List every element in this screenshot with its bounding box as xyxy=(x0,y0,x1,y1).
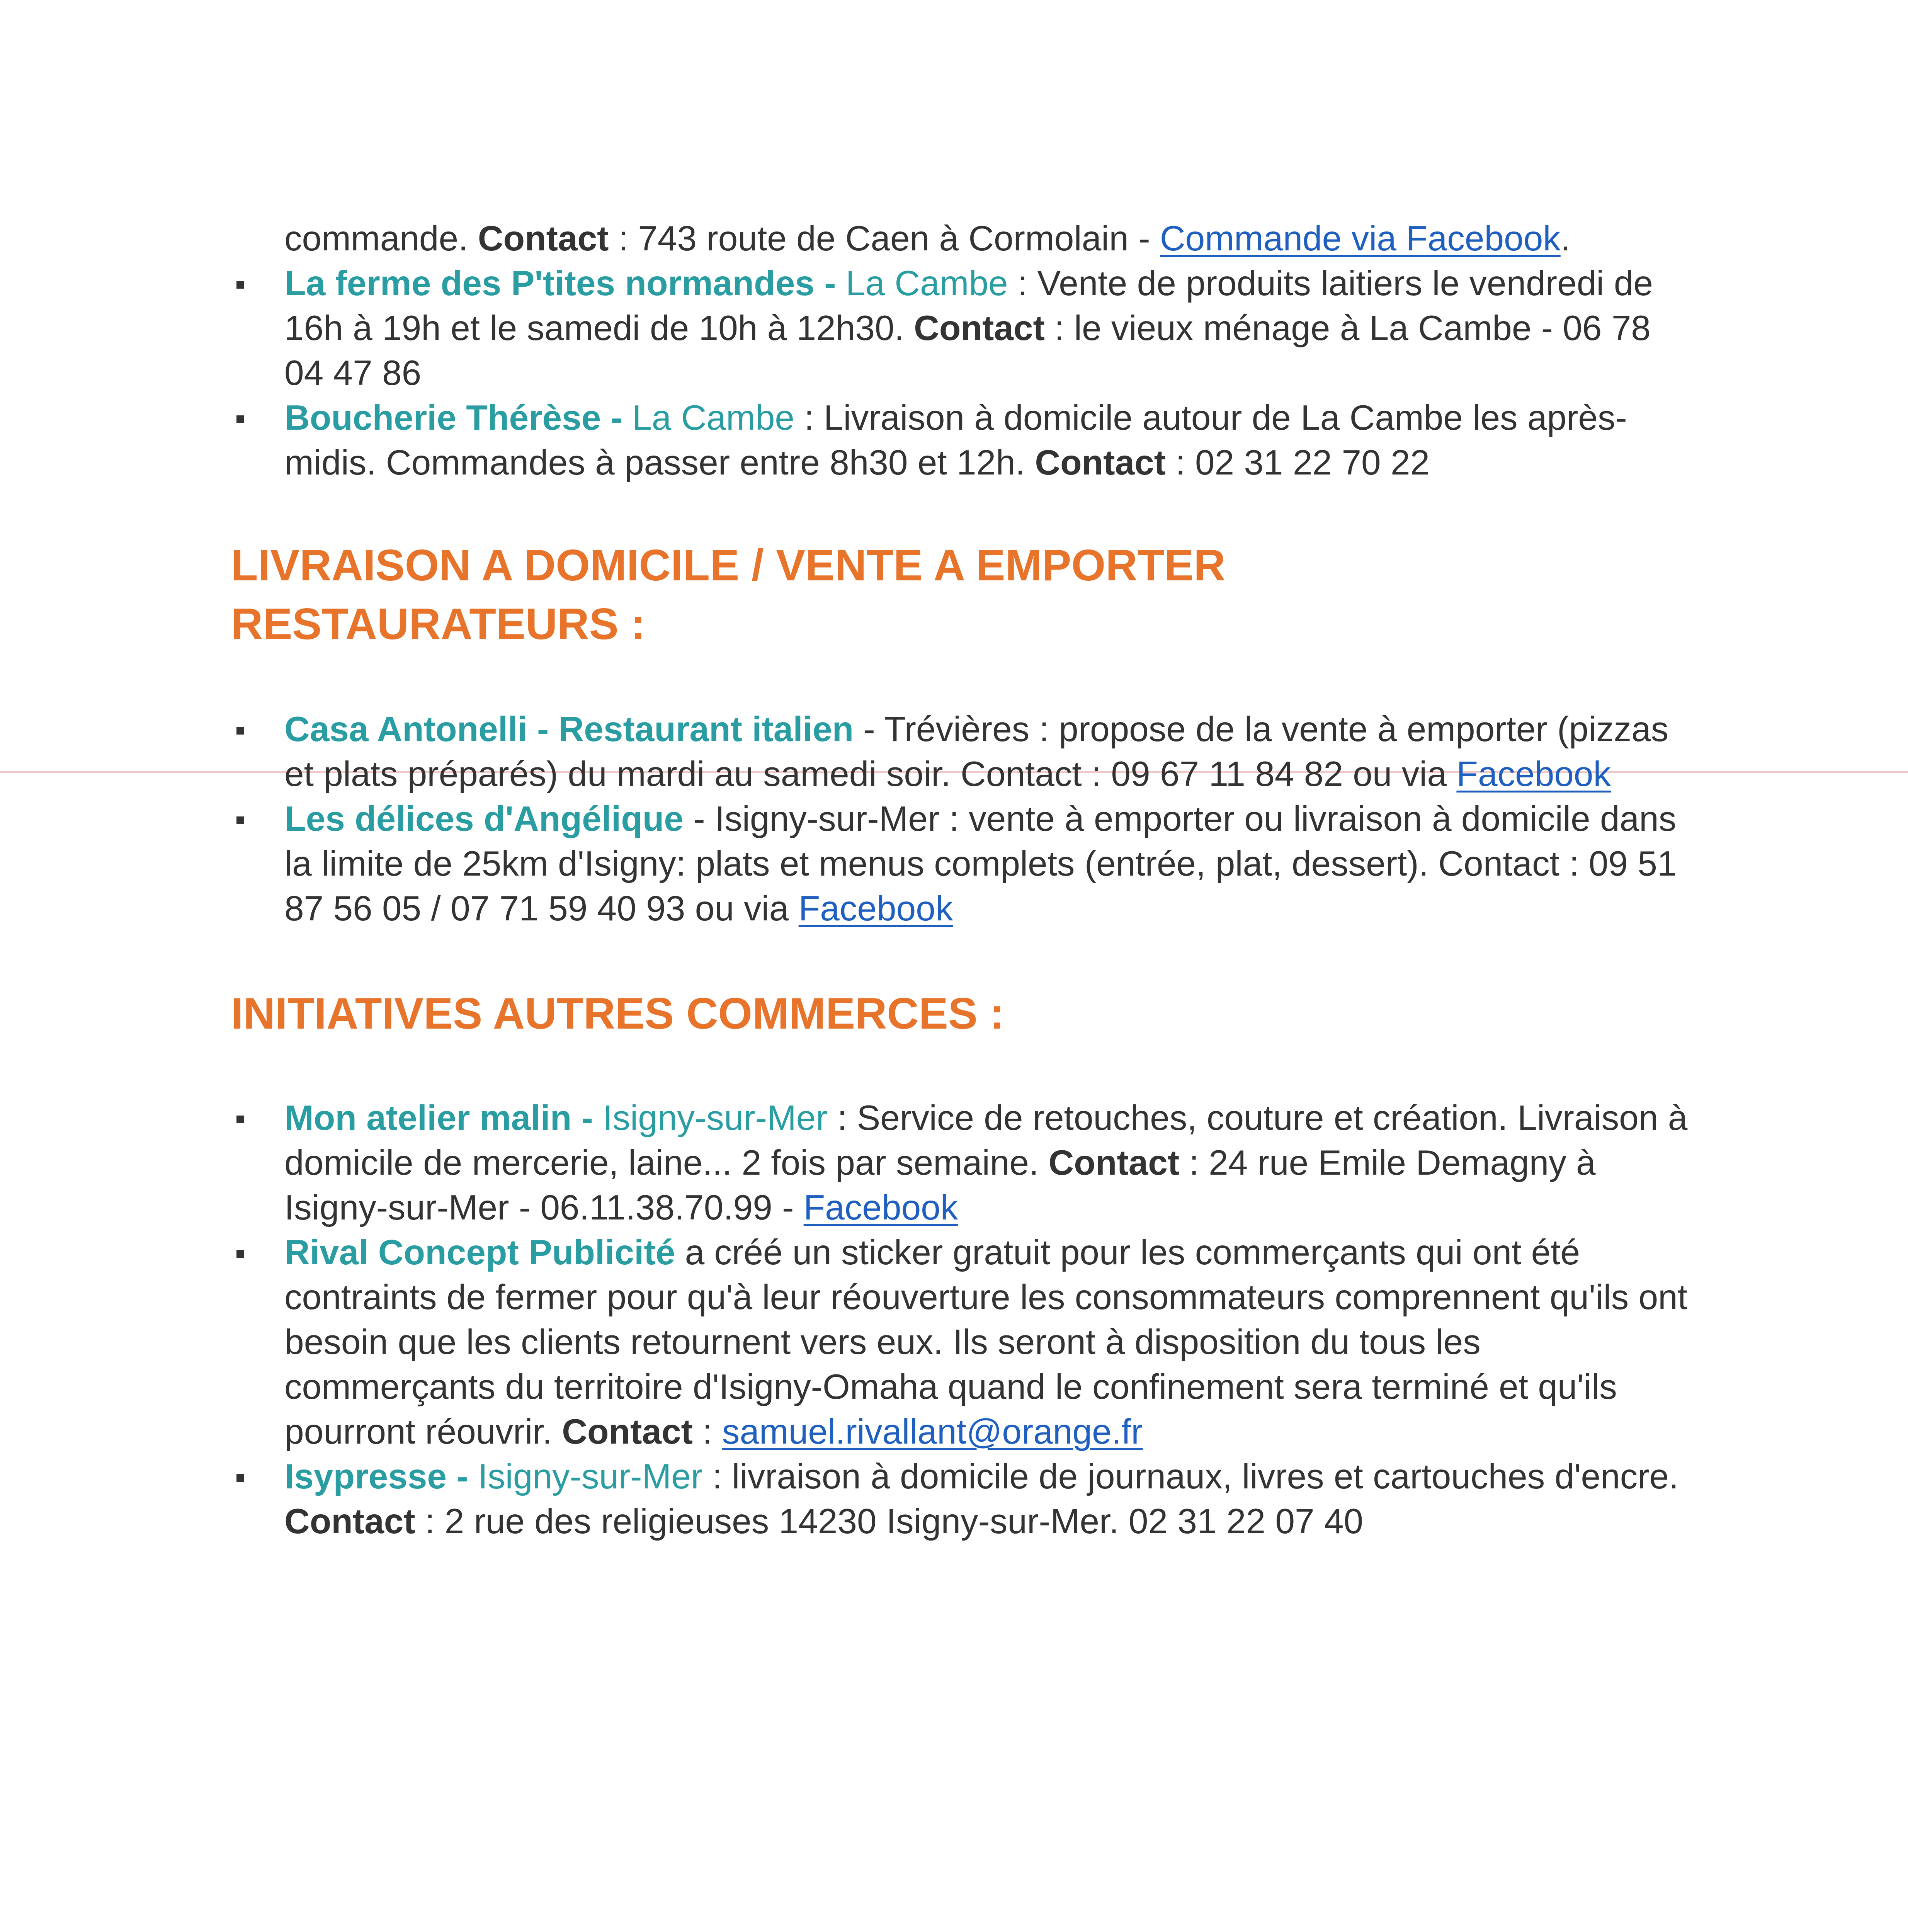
business-location: Isigny-sur-Mer xyxy=(593,1099,828,1138)
business-contact: : 2 rue des religieuses 14230 Isigny-sur-Mer. 02 31 22 07 40 xyxy=(415,1502,1364,1541)
intro-text: commande. xyxy=(284,219,478,258)
business-description: a créé un sticker gratuit pour les commerçants qui ont été contraints de fermer pour qu'à leur réouverture les consommateurs comprennent qu'ils ont besoin que les clients retournent vers eux. Ils seront à disposition du tous les commerçants du territoire d'Isigny-Omaha quand le confinement sera terminé et qu'ils pourront réouvrir. xyxy=(284,1233,1688,1451)
business-description: : Vente de produits laitiers le vendredi de 16h à 19h et le samedi de 10h à 12h30. xyxy=(284,264,1653,348)
commerces-list xyxy=(231,1096,1692,1544)
business-contact: : 02 31 22 70 22 xyxy=(1166,443,1430,482)
business-contact: : 24 rue Emile Demagny à Isigny-sur-Mer - 06.11.38.70.99 - xyxy=(284,1143,1596,1227)
business-name: Les délices d'Angélique xyxy=(284,799,684,838)
business-name: Casa Antonelli - Restaurant italien xyxy=(284,710,854,749)
intro-end: . xyxy=(1560,219,1571,258)
list-item-atelier-malin xyxy=(231,1096,1692,1230)
facebook-link[interactable]: Facebook xyxy=(803,1188,958,1227)
list-item-ferme xyxy=(231,261,1692,396)
section-heading-livraison xyxy=(231,536,1692,654)
contact-label: Contact xyxy=(562,1412,693,1451)
business-description: - Trévières : propose de la vente à emporter (pizzas et plats préparés) du mardi au samedi soir. Contact : 09 67 11 84 82 ou via xyxy=(284,710,1669,794)
facebook-link[interactable]: Facebook xyxy=(798,889,953,928)
business-location: Isigny-sur-Mer xyxy=(468,1457,703,1496)
business-description: : livraison à domicile de journaux, livres et cartouches d'encre. xyxy=(702,1457,1679,1496)
business-contact: : xyxy=(692,1412,722,1451)
business-name: Rival Concept Publicité xyxy=(284,1233,675,1272)
email-link[interactable]: samuel.rivallant@orange.fr xyxy=(722,1412,1143,1451)
contact-label: Contact xyxy=(1048,1143,1180,1182)
business-name: La ferme des P'tites normandes - xyxy=(284,264,836,303)
list-item-boucherie xyxy=(231,396,1692,485)
list-item-delices-angelique xyxy=(231,797,1692,931)
section-heading-autres: INITIATIVES AUTRES COMMERCES : xyxy=(231,989,1005,1038)
intro-paragraph xyxy=(284,216,1692,261)
list-item-rival-concept xyxy=(231,1230,1692,1454)
business-name: Boucherie Thérèse - xyxy=(284,398,622,437)
business-name: Mon atelier malin - xyxy=(284,1099,593,1138)
business-location: La Cambe xyxy=(622,398,795,437)
contact-label: Contact xyxy=(914,309,1045,348)
business-description: - Isigny-sur-Mer : vente à emporter ou livraison à domicile dans la limite de 25km d'Isigny: plats et menus complets (entrée, plat, dessert). Contact : 09 51 87 56 05 / 07 71 59 40 93 ou via xyxy=(284,799,1677,928)
business-location: La Cambe xyxy=(836,264,1008,303)
intro-address: : 743 route de Caen à Cormolain - xyxy=(609,219,1160,258)
contact-label: Contact xyxy=(478,219,609,258)
facebook-order-link[interactable]: Commande via Facebook xyxy=(1160,219,1561,258)
business-description: : Service de retouches, couture et création. Livraison à domicile de mercerie, laine... 2 fois par semaine. xyxy=(284,1099,1688,1182)
heading-line-1: LIVRAISON A DOMICILE / VENTE A EMPORTER xyxy=(231,541,1226,590)
list-item-casa-antonelli xyxy=(231,707,1692,797)
business-contact: : le vieux ménage à La Cambe - 06 78 04 47 86 xyxy=(284,309,1651,393)
contact-label: Contact xyxy=(1035,443,1166,482)
heading-line-2: RESTAURATEURS : xyxy=(231,600,646,649)
document-body xyxy=(231,216,1692,1544)
facebook-link[interactable]: Facebook xyxy=(1456,755,1611,794)
contact-label: Contact xyxy=(284,1502,415,1541)
list-item-isypresse xyxy=(231,1454,1692,1544)
producers-list xyxy=(231,261,1692,485)
business-name: Isypresse - xyxy=(284,1457,468,1496)
business-description: : Livraison à domicile autour de La Cambe les après-midis. Commandes à passer entre 8h30 et 12h. xyxy=(284,398,1627,482)
restaurants-list xyxy=(231,707,1692,931)
